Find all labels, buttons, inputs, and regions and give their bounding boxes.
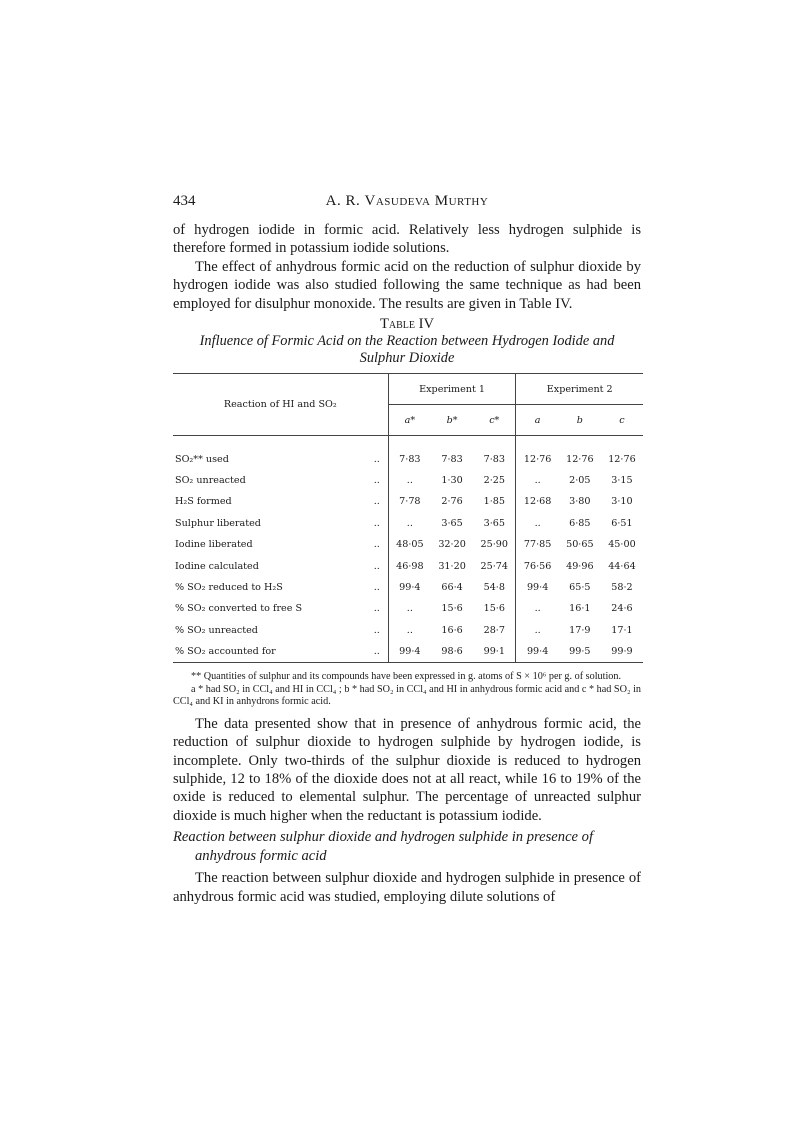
table-cell: 25·90 — [480, 539, 509, 551]
table-cell: 3·10 — [611, 496, 633, 508]
leader-dots: .. — [374, 513, 389, 534]
table-title: Influence of Formic Acid on the Reaction between Hydrogen Iodide and Sulphur Dioxide — [199, 333, 615, 367]
table-cell: .. — [516, 513, 559, 534]
table-cell: 17·1 — [611, 624, 633, 636]
leader-dots: .. — [374, 598, 389, 619]
leader-dots: .. — [374, 534, 389, 555]
table-row — [173, 598, 643, 619]
table-cell: 99·1 — [483, 646, 505, 658]
table-cell: 7·83 — [441, 453, 463, 465]
table-cell: .. — [406, 603, 413, 615]
table-row — [173, 491, 643, 512]
table-cell: 7·78 — [399, 496, 421, 508]
table-cell: 2·25 — [483, 475, 505, 487]
column-header: b — [559, 405, 601, 436]
table-cell: 76·56 — [516, 555, 559, 576]
table-cell: 12·68 — [516, 491, 559, 512]
table-cell: 3·65 — [441, 517, 463, 529]
row-label: % SO₂ accounted for — [175, 646, 276, 658]
table-cell: 16·6 — [441, 624, 463, 636]
leader-dots: .. — [374, 641, 389, 663]
row-label: H₂S formed — [175, 496, 232, 508]
table-caption: Table IV — [379, 316, 435, 333]
table-cell: 99·5 — [569, 646, 591, 658]
table-row — [173, 641, 643, 663]
table-cell: 1·85 — [483, 496, 505, 508]
table-cell: 58·2 — [611, 581, 633, 593]
column-header: a — [516, 405, 559, 436]
table-cell: .. — [516, 598, 559, 619]
table-cell: 2·76 — [441, 496, 463, 508]
leader-dots: .. — [374, 491, 389, 512]
table-cell: 99·9 — [611, 646, 633, 658]
leader-dots: .. — [374, 620, 389, 641]
table-cell: 17·9 — [569, 624, 591, 636]
table-cell: 32·20 — [438, 539, 466, 551]
row-label: % SO₂ reduced to H₂S — [175, 581, 283, 593]
table-cell: 99·4 — [399, 581, 421, 593]
leader-dots: .. — [374, 555, 389, 576]
table-cell: 50·65 — [566, 539, 594, 551]
page-number: 434 — [173, 193, 196, 209]
note-conditions: a * had SO₂ in CCl₄ and HI in CCl₄ ; b * had SO₂ in CCl₄ and HI in anhydrous formic acid and c * had SO₂ in CCl₄ and KI in anhydrons formic acid. — [173, 683, 641, 708]
author-initials: A. R. — [325, 193, 365, 209]
table-cell: 3·80 — [569, 496, 591, 508]
table-row — [173, 534, 643, 555]
table-cell: 2·05 — [569, 475, 591, 487]
row-label: SO₂** used — [175, 453, 229, 465]
table-cell: 12·76 — [516, 436, 559, 470]
row-label: Iodine calculated — [175, 560, 259, 572]
table-cell: 49·96 — [566, 560, 594, 572]
data-table — [173, 373, 643, 663]
table-cell: 99·4 — [516, 577, 559, 598]
author-name: Vasudeva Murthy — [364, 193, 489, 209]
page — [173, 193, 641, 906]
table-cell: 3·65 — [483, 517, 505, 529]
table-cell: 24·6 — [611, 603, 633, 615]
row-label: Iodine liberated — [175, 539, 253, 551]
table-cell: 7·83 — [483, 453, 505, 465]
table-notes — [173, 671, 641, 709]
running-header — [173, 193, 641, 215]
experiment-2-header: Experiment 2 — [516, 374, 643, 405]
table-cell: 28·7 — [483, 624, 505, 636]
paragraph-3: The data presented show that in presence of anhydrous formic acid, the reduction of sulphur dioxide to hydrogen sulphide by hydrogen iodide, is incomplete. Only two-thirds of the sulphur dioxide is reduced to hydrogen sulphide, 12 to 18% of the dioxide does not at all react, while 16 to 19% of the oxide is reduced to elemental sulphur. The percentage of unreacted sulphur dioxide is much higher when the reductant is potassium iodide. — [173, 715, 641, 824]
table-cell: 54·8 — [483, 581, 505, 593]
table-cell: 31·20 — [438, 560, 466, 572]
table-row — [173, 555, 643, 576]
table-cell: 6·51 — [611, 517, 633, 529]
column-header: a* — [388, 405, 431, 436]
table-cell: 66·4 — [441, 581, 463, 593]
table-cell: 15·6 — [483, 603, 505, 615]
table-row — [173, 436, 643, 470]
row-label: % SO₂ unreacted — [175, 624, 258, 636]
column-header: b* — [431, 405, 473, 436]
table-cell: .. — [516, 470, 559, 491]
table-cell: 16·1 — [569, 603, 591, 615]
leader-dots: .. — [374, 470, 389, 491]
table-row — [173, 513, 643, 534]
running-title — [213, 193, 641, 210]
table-row — [173, 470, 643, 491]
note-quantities: ** Quantities of sulphur and its compounds have been expressed in g. atoms of S × 10⁶ per g. of solution. — [191, 671, 622, 683]
paragraph-1: of hydrogen iodide in formic acid. Relatively less hydrogen sulphide is therefore formed in potassium iodide solutions. — [173, 222, 641, 257]
column-header: c* — [473, 405, 516, 436]
table-cell: 99·4 — [516, 641, 559, 663]
row-label: % SO₂ converted to free S — [175, 603, 303, 615]
row-header: Reaction of HI and SO₂ — [223, 399, 337, 411]
experiment-1-header: Experiment 1 — [388, 374, 516, 405]
table-cell: 6·85 — [569, 517, 591, 529]
row-label: SO₂ unreacted — [175, 475, 246, 487]
table-cell: 12·76 — [566, 453, 594, 465]
row-label: Sulphur liberated — [175, 517, 261, 529]
section-subheading: Reaction between sulphur dioxide and hydrogen sulphide in presence of anhydrous formic acid — [173, 829, 594, 864]
leader-dots: .. — [374, 577, 389, 598]
table-cell: 25·74 — [480, 560, 509, 572]
table-cell: 1·30 — [441, 475, 463, 487]
table-cell: 77·85 — [516, 534, 559, 555]
table-cell: 7·83 — [399, 453, 421, 465]
table-cell: 98·6 — [441, 646, 463, 658]
table-cell: 46·98 — [396, 560, 424, 572]
table-cell: 99·4 — [399, 646, 421, 658]
table-cell: 15·6 — [441, 603, 463, 615]
table-row — [173, 577, 643, 598]
table-cell: 12·76 — [608, 453, 636, 465]
table-row — [173, 620, 643, 641]
paragraph-4: The reaction between sulphur dioxide and hydrogen sulphide in presence of anhydrous formic acid was studied, employing dilute solutions of — [173, 870, 641, 905]
table-cell: .. — [516, 620, 559, 641]
table-cell: 3·15 — [611, 475, 633, 487]
table-cell: .. — [406, 624, 413, 636]
table-cell: .. — [406, 475, 413, 487]
table-cell: 44·64 — [608, 560, 636, 572]
column-header: c — [601, 405, 643, 436]
table-cell: .. — [406, 517, 413, 529]
leader-dots: .. — [374, 436, 389, 470]
paragraph-2: The effect of anhydrous formic acid on the reduction of sulphur dioxide by hydrogen iodide was also studied following the same technique as had been employed for disulphur monoxide. The results are given in Table IV. — [173, 258, 641, 312]
table-cell: 65·5 — [569, 581, 591, 593]
table-cell: 45·00 — [608, 539, 636, 551]
table-cell: 48·05 — [396, 539, 424, 551]
